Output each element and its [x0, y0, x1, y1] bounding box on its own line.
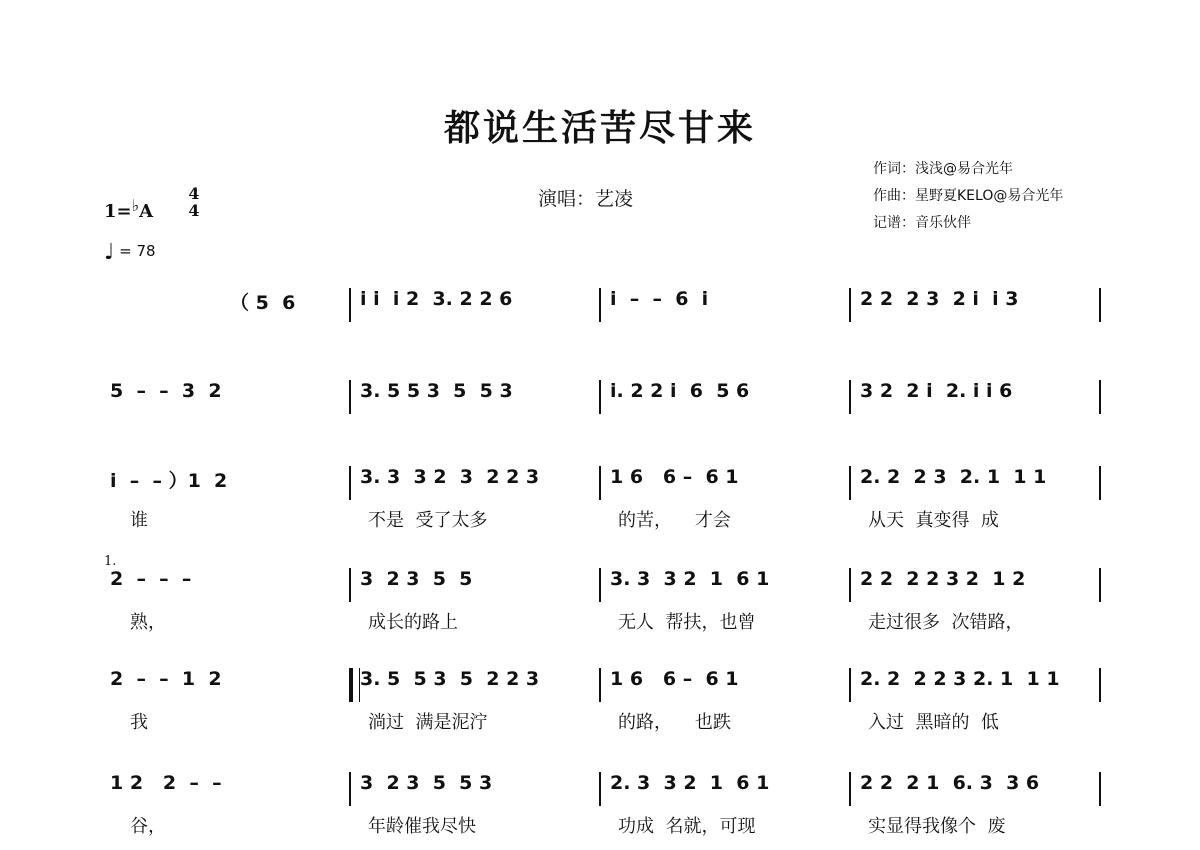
measure-notes: i. 2 2 i 6 5 6 — [610, 380, 750, 402]
measure-notes: 1 2 2 – – — [110, 772, 222, 794]
singer-credit: 演唱：艺凌 — [538, 188, 634, 210]
key-note: A — [139, 201, 154, 222]
lyric-line: 谁 — [130, 510, 148, 531]
bar-line — [849, 772, 851, 806]
score-system — [0, 772, 1200, 837]
quarter-note-icon: ♩ — [104, 240, 115, 265]
score-system — [0, 466, 1200, 531]
measure-notes: 3. 5 5 3 5 5 3 — [360, 380, 513, 402]
lyric-line: 的路， 也跌 — [618, 712, 731, 733]
bar-line — [849, 568, 851, 602]
credits-block — [873, 156, 1063, 237]
measure-notes: i i i 2 3. 2 2 6 — [360, 288, 513, 310]
bar-line — [1099, 772, 1101, 806]
bar-line — [349, 466, 351, 500]
lyric-line: 无人 帮扶，也曾 — [618, 612, 756, 633]
bar-line — [849, 380, 851, 414]
measure-notes: （ 5 6 — [230, 292, 296, 314]
time-denominator: 4 — [188, 201, 200, 220]
flat-sign: ♭ — [131, 196, 140, 215]
score-system — [0, 668, 1200, 733]
lyric-line: 成长的路上 — [368, 612, 458, 633]
lyric-line: 熟， — [130, 612, 166, 633]
measure-notes: 2. 3 3 2 1 6 1 — [610, 772, 770, 794]
bar-line — [849, 466, 851, 500]
bar-line — [599, 288, 601, 322]
bar-line — [1099, 568, 1101, 602]
score-system — [0, 380, 1200, 420]
measure-notes: 3 2 3 5 5 — [360, 568, 473, 590]
measure-notes: 3 2 2 i 2. i i 6 — [860, 380, 1013, 402]
lyric-line: 不是 受了太多 — [368, 510, 488, 531]
measure-notes: i – – ）1 2 — [110, 470, 228, 492]
time-numerator: 4 — [188, 184, 200, 203]
transcriber-credit: 记谱：音乐伙伴 — [873, 215, 971, 231]
lyric-line: 淌过 满是泥泞 — [368, 712, 488, 733]
bar-line — [599, 466, 601, 500]
measure-notes: 2 – – 1 2 — [110, 668, 222, 690]
lyric-line: 从天 真变得 成 — [868, 510, 999, 531]
lyric-line: 功成 名就，可现 — [618, 816, 756, 837]
measure-notes: 3. 3 3 2 1 6 1 — [610, 568, 770, 590]
bar-line — [349, 380, 351, 414]
measure-notes: 2 2 2 1 6. 3 3 6 — [860, 772, 1040, 794]
lyric-line: 谷， — [130, 816, 166, 837]
measure-notes: 1 6 6 – 6 1 — [610, 668, 739, 690]
measure-notes: 3. 5 5 3 5 2 2 3 — [360, 668, 540, 690]
score-title: 都说生活苦尽甘来 — [443, 108, 756, 149]
bar-line — [599, 380, 601, 414]
bar-line — [349, 568, 351, 602]
lyric-line: 的苦， 才会 — [618, 510, 731, 531]
bar-line — [349, 288, 351, 322]
bar-line — [349, 668, 360, 702]
measure-notes: 5 – – 3 2 — [110, 380, 222, 402]
lyric-line: 年龄催我尽快 — [368, 816, 476, 837]
measure-notes: 3 2 3 5 5 3 — [360, 772, 493, 794]
composer-credit: 作曲：星野夏KELO@易合光年 — [873, 188, 1064, 204]
measure-notes: 3. 3 3 2 3 2 2 3 — [360, 466, 540, 488]
lyric-line: 实显得我像个 废 — [868, 816, 1006, 837]
score-system — [0, 568, 1200, 633]
bar-line — [599, 568, 601, 602]
key-signature — [104, 196, 153, 222]
time-signature — [184, 185, 204, 219]
tempo-value: = 78 — [119, 242, 156, 260]
volta-ending: 1. — [104, 554, 117, 569]
lyric-line: 走过很多 次错路， — [868, 612, 1024, 633]
bar-line — [1099, 380, 1101, 414]
measure-notes: 1 6 6 – 6 1 — [610, 466, 739, 488]
bar-line — [599, 668, 601, 702]
bar-line — [1099, 668, 1101, 702]
score-system — [0, 288, 1200, 328]
measure-notes: 2. 2 2 2 3 2. 1 1 1 — [860, 668, 1060, 690]
bar-line — [849, 288, 851, 322]
bar-line — [349, 772, 351, 806]
measure-notes: 2. 2 2 3 2. 1 1 1 — [860, 466, 1047, 488]
lyricist-credit: 作词：浅浅@易合光年 — [873, 161, 1013, 177]
measure-notes: i – – 6 i — [610, 288, 709, 310]
bar-line — [1099, 288, 1101, 322]
bar-line — [849, 668, 851, 702]
key-prefix: 1= — [104, 201, 132, 222]
bar-line — [599, 772, 601, 806]
bar-line — [1099, 466, 1101, 500]
measure-notes: 2 2 2 3 2 i i 3 — [860, 288, 1019, 310]
lyric-line: 入过 黑暗的 低 — [868, 712, 999, 733]
tempo-marking — [104, 240, 156, 265]
lyric-line: 我 — [130, 712, 148, 733]
measure-notes: 2 – – – — [110, 568, 192, 590]
measure-notes: 2 2 2 2 3 2 1 2 — [860, 568, 1026, 590]
